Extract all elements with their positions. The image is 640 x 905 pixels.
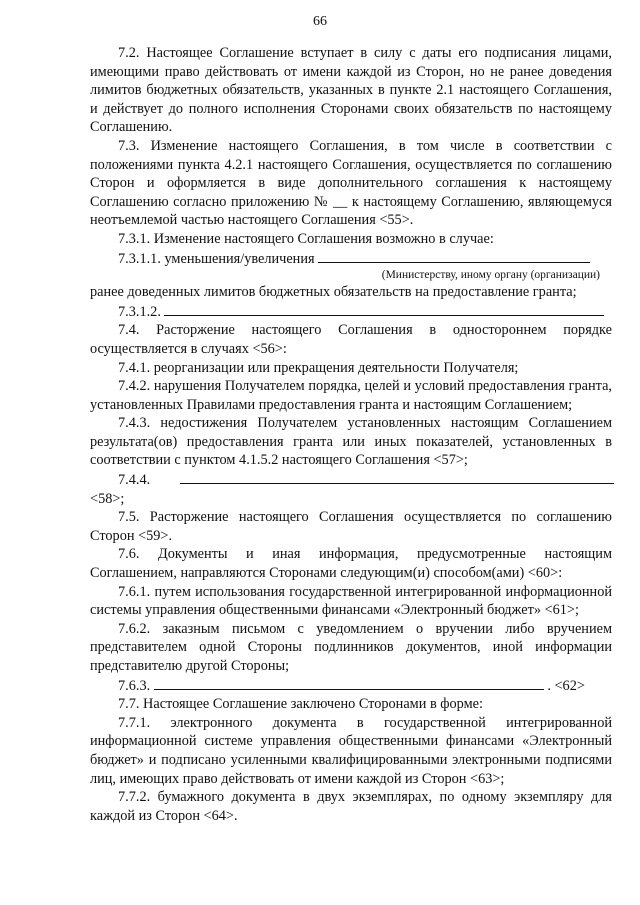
blank-caption: (Министерству, иному органу (организации) bbox=[381, 269, 600, 282]
clause-7-6-2: 7.6.2. заказным письмом с уведомлением о вручении либо вручением представителем одной Стороны подлинников документов, иной информации представителю другой Стороны; bbox=[90, 620, 612, 674]
clause-7-7: 7.7. Настоящее Соглашение заключено Сторонами в форме: bbox=[118, 696, 483, 713]
clause-7-7-2: 7.7.2. бумажного документа в двух экземплярах, по одному экземпляру для каждой из Сторон <64>. bbox=[90, 789, 612, 824]
clause-7-6-3 bbox=[90, 676, 612, 696]
clause-7-6-3-footnote: . <62> bbox=[547, 677, 585, 694]
clause-7-7-1: 7.7.1. электронного документа в государственной интегрированной информационной системе управления общественными финансами «Электронный бюджет» и подписано усиленными квалифицированными электронными подписями лиц, имеющих право действовать от имени каждой из Сторон <63>; bbox=[90, 714, 612, 787]
clause-7-3-1-1-continuation: ранее доведенных лимитов бюджетных обязательств на предоставление гранта; bbox=[90, 284, 577, 301]
clause-7-5: 7.5. Расторжение настоящего Соглашения осуществляется по соглашению Сторон <59>. bbox=[90, 509, 612, 544]
clause-7-3-1-1-text: 7.3.1.1. уменьшения/увеличения bbox=[118, 250, 315, 267]
clause-7-3-1: 7.3.1. Изменение настоящего Соглашения возможно в случае: bbox=[118, 230, 494, 247]
clause-7-3-1-2-text: 7.3.1.2. bbox=[118, 303, 161, 320]
clause-7-4: 7.4. Расторжение настоящего Соглашения в одностороннем порядке осуществляется в случаях <56>: bbox=[90, 322, 612, 357]
clause-7-3-1-2 bbox=[90, 302, 612, 322]
clause-7-6-1: 7.6.1. путем использования государственной интегрированной информационной системы управления общественными финансами «Электронный бюджет» <61>; bbox=[90, 583, 612, 619]
clause-7-6-3-text: 7.6.3. bbox=[118, 677, 151, 694]
fill-in-blank bbox=[180, 470, 614, 484]
page-number: 66 bbox=[313, 14, 327, 29]
clause-7-4-1: 7.4.1. реорганизации или прекращения деятельности Получателя; bbox=[118, 359, 519, 376]
fill-in-blank bbox=[164, 302, 604, 316]
clause-7-4-3: 7.4.3. недостижения Получателем установленных настоящим Соглашением результата(ов) предоставления гранта или иных показателей, установленных в соответствии с пунктом 4.1.5.2 настоящего Соглашения <57>; bbox=[90, 415, 612, 469]
clause-7-3-1-1 bbox=[90, 249, 612, 269]
clause-7-6: 7.6. Документы и иная информация, предусмотренные настоящим Соглашением, направляются Сторонами следующим(и) способом(ами) <60>: bbox=[90, 546, 612, 582]
clause-7-4-4 bbox=[90, 470, 612, 490]
clause-7-4-4-continuation: <58>; bbox=[90, 490, 125, 507]
fill-in-blank bbox=[154, 676, 544, 690]
clause-7-4-4-text: 7.4.4. bbox=[118, 472, 151, 489]
document-body bbox=[90, 44, 612, 825]
clause-7-3: 7.3. Изменение настоящего Соглашения, в том числе в соответствии с положениями пункта 4.2.1 настоящего Соглашения, осуществляется по соглашению Сторон и оформляется в виде дополнительного соглашения к настоящему Соглашению согласно приложению № __ к настоящему Соглашению, являющемуся неотъемлемой частью настоящего Соглашения <55>. bbox=[90, 137, 612, 229]
clause-7-2: 7.2. Настоящее Соглашение вступает в силу с даты его подписания лицами, имеющими право действовать от имени каждой из Сторон, но не ранее доведения лимитов бюджетных обязательств, указанных в пункте 2.1 настоящего Соглашения, и действует до полного исполнения Сторонами своих обязательств по настоящему Соглашению. bbox=[90, 45, 612, 136]
clause-7-4-2: 7.4.2. нарушения Получателем порядка, целей и условий предоставления гранта, установленных Правилами предоставления гранта и настоящим Соглашением; bbox=[90, 378, 612, 413]
fill-in-blank bbox=[318, 249, 590, 263]
